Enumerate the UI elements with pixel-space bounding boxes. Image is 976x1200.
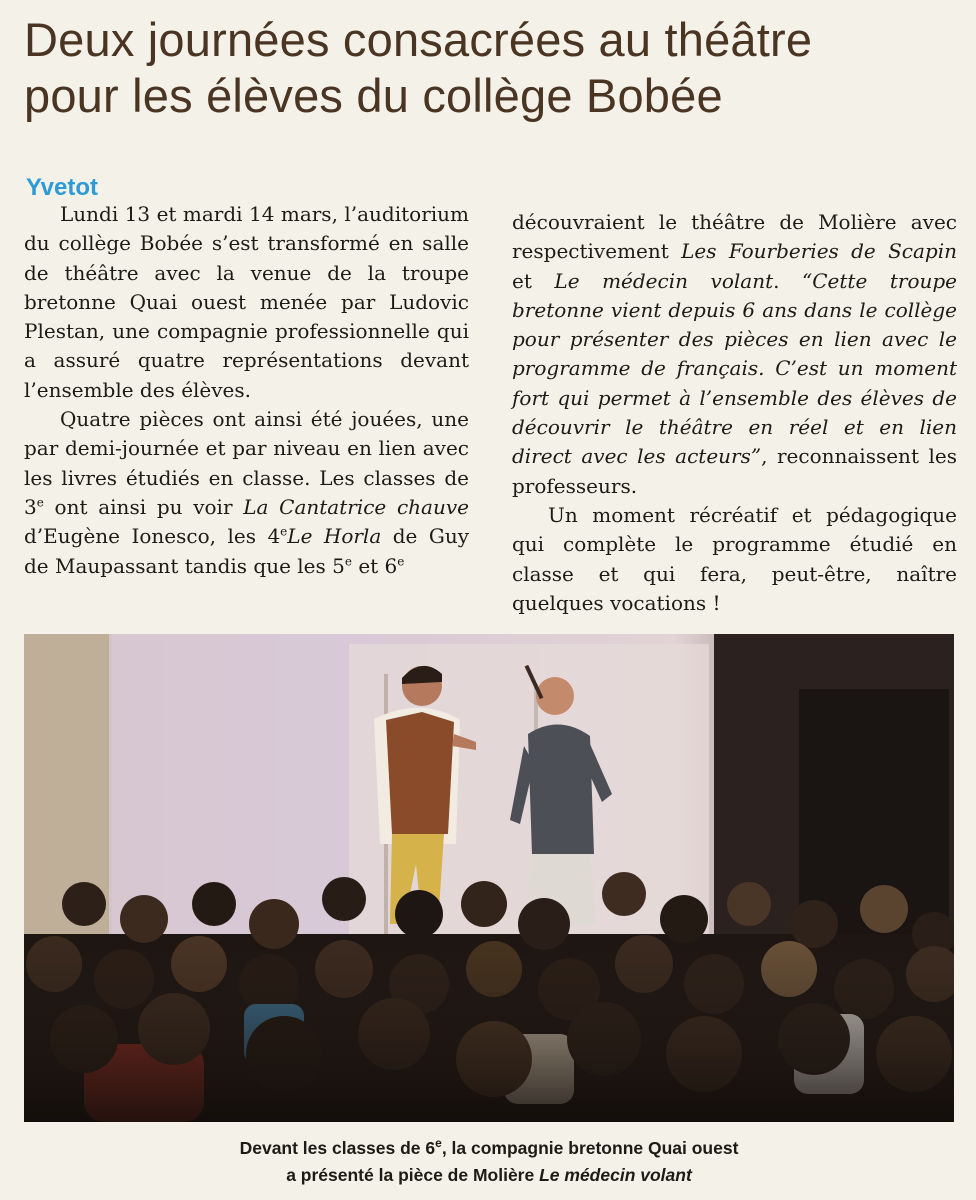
paragraph-2: Quatre pièces ont ainsi été jouées, une par demi-journée et par niveau en lien avec les livres étudiés en classe. Les classes de 3e ont ainsi pu voir La Cantatrice chauve d’Eugène Ionesco, les 4eLe Horla de Guy de Maupassant tandis que les 5e et 6e — [24, 407, 469, 578]
paragraph-3: découvraient le théâtre de Molière avec respectivement Les Fourberies de Scapin et Le médecin volant. “Cette troupe bretonne vient depuis 6 ans dans le collège pour présenter des pièces en lien avec le programme de français. C’est un moment fort qui permet à l’ensemble des élèves de découvrir le théâtre en réel et en lien direct avec les acteurs”, reconnaissent les professeurs. — [512, 210, 958, 498]
article-column-right — [512, 208, 957, 618]
play-title-horla: Le Horla — [287, 524, 382, 549]
paragraph-4: Un moment récréatif et pédagogique qui complète le programme étudié en classe et qui fera, peut-être, naître quelques vocations ! — [512, 502, 957, 615]
headline-line-2: pour les élèves du collège Bobée — [24, 69, 723, 122]
location-kicker: Yvetot — [26, 174, 99, 201]
audience — [24, 872, 954, 1122]
photo-caption: Devant les classes de 6e, la compagnie bretonne Quai ouest a présenté la pièce de Molière Le médecin volant — [239, 1136, 739, 1185]
teacher-quote: “Cette troupe bretonne vient depuis 6 ans dans le collège pour présenter des pièces en lien avec le programme de français. C’est un moment fort qui permet à l’ensemble des élèves de découvrir le théâtre en réel et en lien direct avec les acteurs” — [512, 268, 958, 469]
caption-play-title: Le médecin volant — [539, 1165, 692, 1185]
paragraph-1: Lundi 13 et mardi 14 mars, l’auditorium du collège Bobée s’est transformé en salle de théâtre avec la venue de la troupe bretonne Quai ouest menée par Ludovic Plestan, une compagnie professionnelle qui a assuré quatre représentations devant l’ensemble des élèves. — [24, 202, 469, 402]
headline-line-1: Deux journées consacrées au théâtre — [24, 13, 813, 66]
headline — [24, 12, 954, 124]
play-title-cantatrice: La Cantatrice chauve — [243, 494, 469, 519]
play-title-medecin: Le médecin volant — [554, 268, 774, 293]
article-column-left — [24, 200, 469, 581]
play-title-scapin: Les Fourberies de Scapin — [681, 239, 957, 264]
theatre-photo-illustration — [24, 634, 954, 1122]
theatre-photo — [24, 634, 954, 1122]
